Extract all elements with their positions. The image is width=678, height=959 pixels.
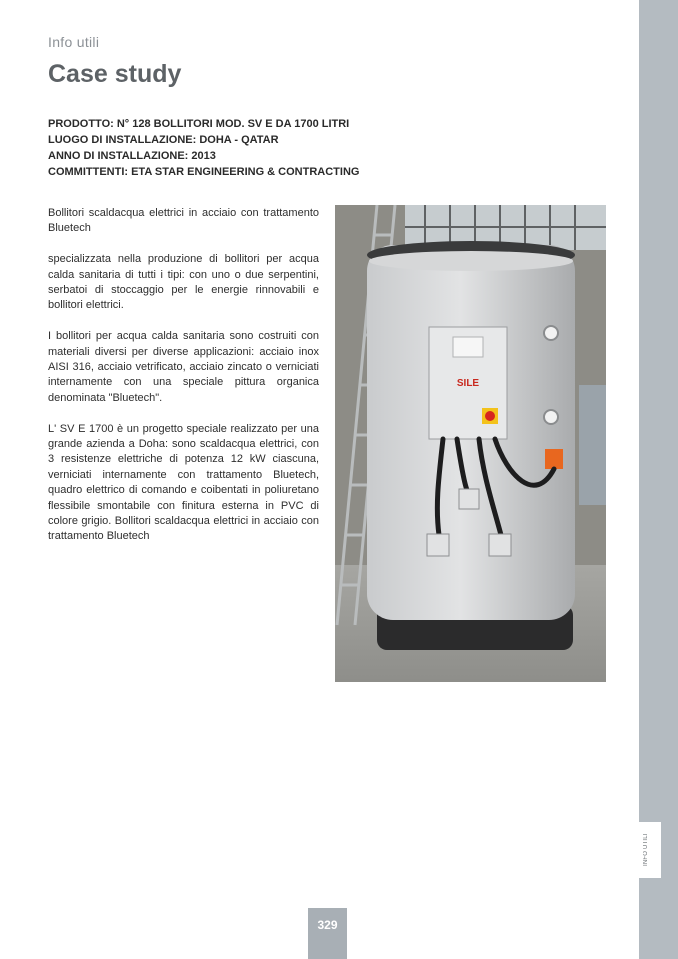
location-line: LUOGO DI INSTALLAZIONE: DOHA - QATAR — [48, 134, 279, 146]
side-tab-label: INFO UTILI — [643, 833, 649, 867]
brand-logo: SILE — [456, 378, 480, 389]
thermometer-gauge — [544, 326, 558, 340]
junction-box-center — [459, 489, 479, 509]
paragraph-project: L' SV E 1700 è un progetto speciale realizzato per una grande azienda a Doha: sono scaldacqua elettrici, con 3 resistenze elettriche di potenza 12 kW ciascuna, verniciati internamente con trattamento Bluetech, quadro elettrico di comando e coibentati in poliuretano flessibile smontabile con finitura esterna in PVC di colore grigio. Bollitori scaldacqua elettrici in acciaio con trattamento Bluetech — [48, 422, 319, 543]
paragraph-specialization: specializzata nella produzione di bollitori per acqua calda sanitaria di tutti i tipi: con uno o due serpentini, serbatoi di stoccaggio per le energie rinnovabili e bollitori elettrici. — [48, 253, 319, 312]
background-cylinder — [579, 385, 606, 505]
page-number: 329 — [317, 918, 338, 932]
orange-junction-box — [545, 449, 563, 469]
panel-label — [453, 337, 483, 357]
product-photo — [335, 205, 606, 682]
junction-box-left — [427, 534, 449, 556]
page-title: Case study — [48, 60, 182, 88]
body-text — [48, 206, 319, 560]
client-line: COMMITTENTI: ETA STAR ENGINEERING & CONTRACTING — [48, 166, 360, 178]
junction-box-right — [489, 534, 511, 556]
year-line: ANNO DI INSTALLAZIONE: 2013 — [48, 150, 216, 162]
pressure-gauge — [544, 410, 558, 424]
section-label: Info utili — [48, 34, 100, 50]
side-bar — [639, 0, 678, 959]
main-switch-knob — [485, 411, 495, 421]
paragraph-intro: Bollitori scaldacqua elettrici in acciaio con trattamento Bluetech — [48, 207, 319, 235]
project-details — [48, 116, 378, 180]
tank-top-rim — [369, 251, 573, 271]
product-line: PRODOTTO: N° 128 BOLLITORI MOD. SV E DA 1700 LITRI — [48, 118, 350, 130]
paragraph-materials: I bollitori per acqua calda sanitaria sono costruiti con materiali diversi per diverse applicazioni: acciaio inox AISI 316, acciaio vetrificato, acciaio zincato o verniciati internamente con una speciale pittura organica denominata "Bluetech". — [48, 330, 319, 404]
page-number-box — [308, 908, 347, 959]
